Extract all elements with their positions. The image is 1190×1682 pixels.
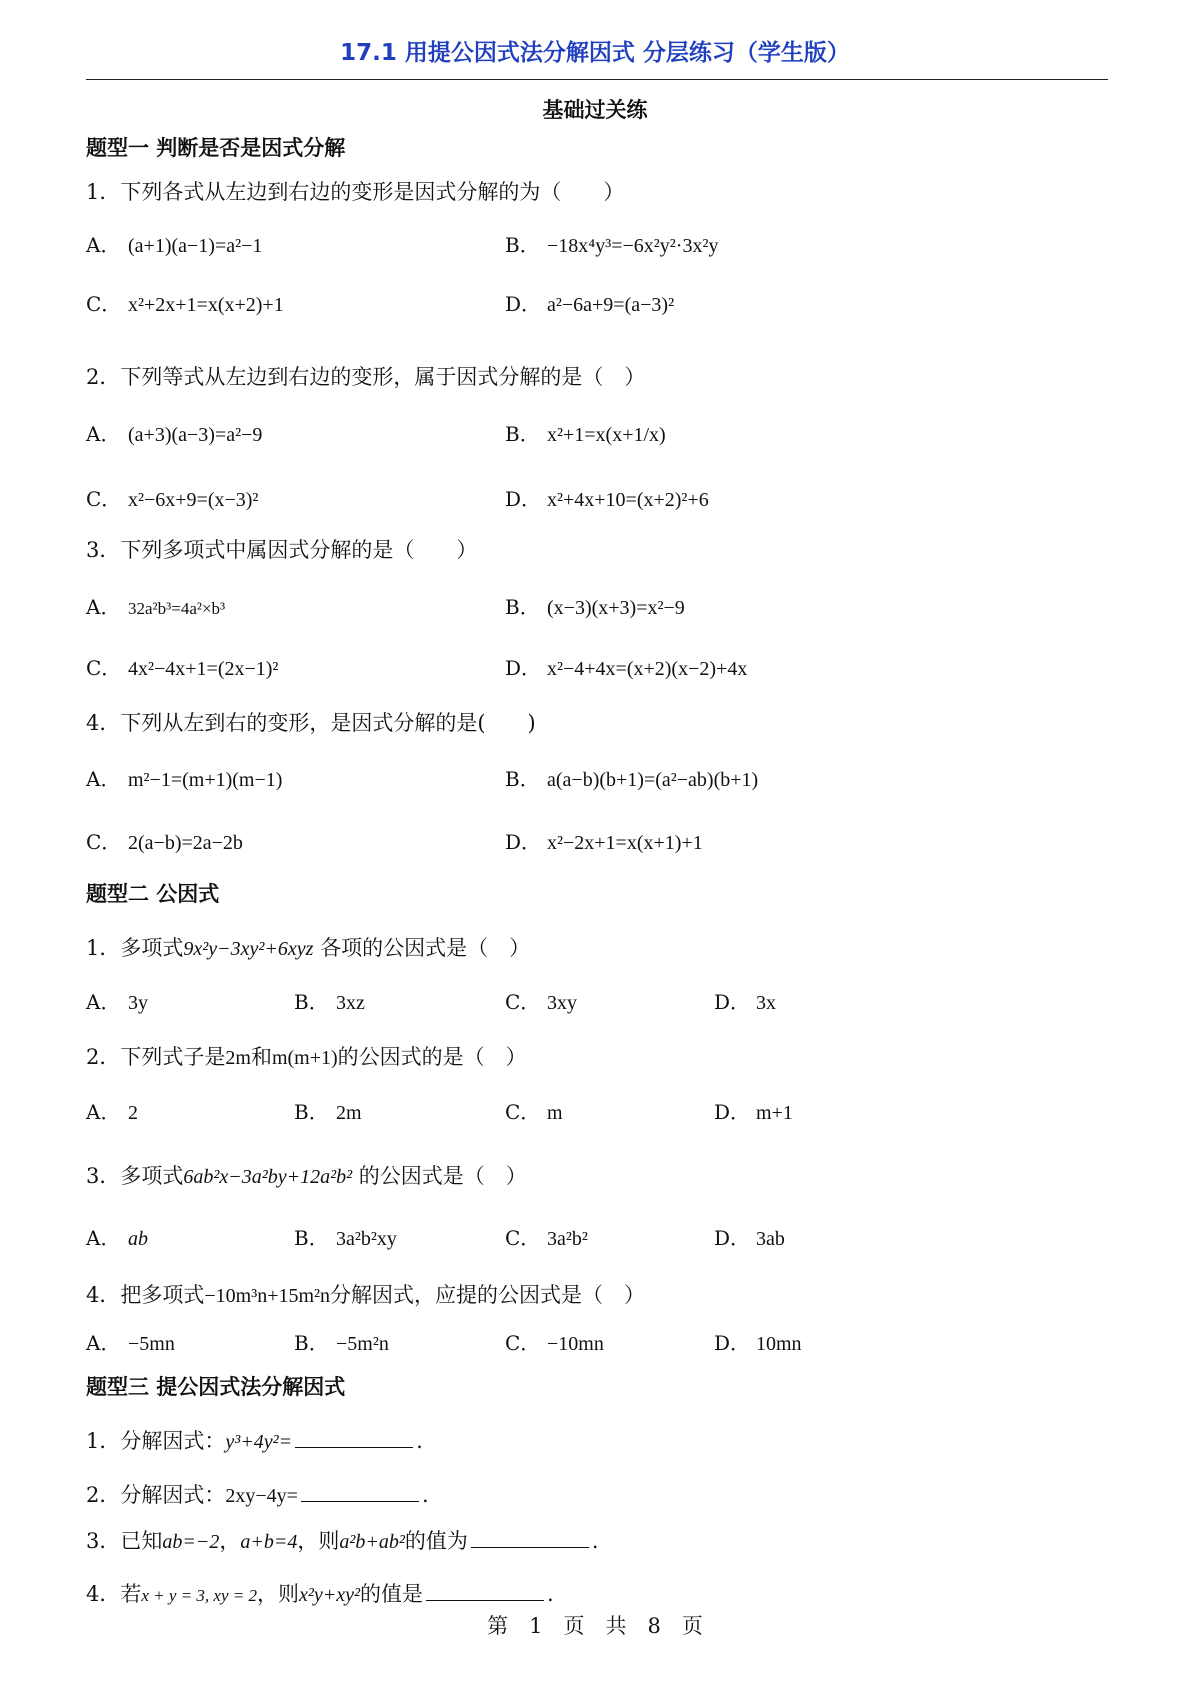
option-c: C． m [505,1100,563,1124]
option-d: D． a²−6a+9=(a−3)² [505,292,675,316]
option-formula: x²+2x+1=x(x+2)+1 [128,294,284,316]
option-c: C． 3xy [505,990,577,1014]
option-formula: a(a−b)(b+1)=(a²−ab)(b+1) [547,769,759,791]
option-formula: (a+1)(a−1)=a²−1 [128,235,263,257]
section-title: 题型三 提公因式法分解因式 [86,1375,346,1399]
question-stem: 1．多项式9x²y−3xy²+6xyz 各项的公因式是（ ） [86,936,531,960]
option-a: A． 32a²b³=4a²×b³ [86,595,226,619]
option-formula: (a+3)(a−3)=a²−9 [128,424,263,446]
option-b: B． 2m [294,1100,362,1124]
option-formula: (x−3)(x+3)=x²−9 [547,597,685,619]
option-a: A． 2 [86,1100,138,1124]
option-a: A． (a+1)(a−1)=a²−1 [86,233,263,257]
question-stem: 4．把多项式−10m³n+15m²n分解因式，应提的公因式是（ ） [86,1283,646,1307]
option-formula: x²−6x+9=(x−3)² [128,489,259,511]
option-b: B． (x−3)(x+3)=x²−9 [505,595,685,619]
option-formula: x²+1=x(x+1/x) [547,424,666,446]
option-d: D． x²−4+4x=(x+2)(x−2)+4x [505,656,748,680]
option-d: D． 3ab [714,1226,785,1250]
inline-formula: −10m³n+15m²n [204,1285,331,1307]
option-d: D． x²+4x+10=(x+2)²+6 [505,487,709,511]
option-b: B． 3xz [294,990,365,1014]
answer-blank[interactable] [471,1529,589,1548]
option-formula: m²−1=(m+1)(m−1) [128,769,283,791]
option-c: C． 3a²b² [505,1226,588,1250]
answer-blank[interactable] [301,1483,419,1502]
inline-formula: x²y+xy² [298,1584,360,1606]
question-stem: 4．下列从左到右的变形，是因式分解的是( ) [86,711,536,735]
option-formula: 32a²b³=4a²×b³ [128,599,226,618]
option-c: C． x²+2x+1=x(x+2)+1 [86,292,284,316]
option-formula: x²+4x+10=(x+2)²+6 [547,489,709,511]
option-formula: 2(a−b)=2a−2b [128,832,243,854]
option-b: B． −18x⁴y³=−6x²y²·3x²y [505,233,719,257]
option-a: A． ab [86,1226,148,1250]
option-formula: x²−4+4x=(x+2)(x−2)+4x [547,658,748,680]
option-formula: 4x²−4x+1=(2x−1)² [128,658,279,680]
option-b: B． x²+1=x(x+1/x) [505,422,666,446]
option-a: A． −5mn [86,1331,175,1355]
question-stem: 2．分解因式：2xy−4y= . [86,1483,429,1507]
section-title: 题型一 判断是否是因式分解 [86,136,346,160]
question-stem: 2．下列等式从左边到右边的变形，属于因式分解的是（ ） [86,365,646,389]
page-number: 第 1 页 共 8 页 [487,1614,703,1638]
option-b: B． a(a−b)(b+1)=(a²−ab)(b+1) [505,767,759,791]
document-title: 17.1 用提公因式法分解因式 分层练习（学生版） [340,40,850,66]
question-stem: 3．多项式6ab²x−3a²by+12a²b² 的公因式是（ ） [86,1164,527,1188]
inline-formula: a²b+ab² [339,1531,405,1553]
option-a: A． (a+3)(a−3)=a²−9 [86,422,263,446]
answer-blank[interactable] [295,1429,413,1448]
title-divider [86,79,1108,80]
inline-formula: 6ab²x−3a²by+12a²b² [183,1166,353,1188]
document-subtitle: 基础过关练 [542,98,648,122]
option-formula: −18x⁴y³=−6x²y²·3x²y [547,235,719,257]
inline-formula: y³+4y²= [225,1431,293,1453]
section-title: 题型二 公因式 [86,882,220,906]
question-stem: 3．已知ab=−2，a+b=4，则a²b+ab²的值为 . [86,1529,599,1553]
option-d: D． x²−2x+1=x(x+1)+1 [505,830,703,854]
option-c: C． −10mn [505,1331,604,1355]
inline-formula: 9x²y−3xy²+6xyz [183,938,314,960]
option-a: A． m²−1=(m+1)(m−1) [86,767,283,791]
option-a: A． 3y [86,990,148,1014]
option-c: C． x²−6x+9=(x−3)² [86,487,259,511]
option-formula: x²−2x+1=x(x+1)+1 [547,832,703,854]
option-d: D． 3x [714,990,776,1014]
question-stem: 2．下列式子是2m和m(m+1)的公因式的是（ ） [86,1045,527,1069]
option-c: C． 4x²−4x+1=(2x−1)² [86,656,279,680]
inline-formula: 2xy−4y= [225,1485,298,1507]
option-b: B． 3a²b²xy [294,1226,397,1250]
option-formula: a²−6a+9=(a−3)² [547,294,675,316]
question-stem: 3．下列多项式中属因式分解的是（ ） [86,538,478,562]
option-d: D． m+1 [714,1100,793,1124]
option-c: C． 2(a−b)=2a−2b [86,830,243,854]
question-stem: 1．分解因式：y³+4y²= . [86,1429,423,1453]
option-b: B． −5m²n [294,1331,389,1355]
answer-blank[interactable] [426,1582,544,1601]
question-stem: 4．若x + y = 3, xy = 2，则x²y+xy²的值是 . [86,1582,554,1606]
question-stem: 1．下列各式从左边到右边的变形是因式分解的为（ ） [86,180,625,204]
option-d: D． 10mn [714,1331,802,1355]
